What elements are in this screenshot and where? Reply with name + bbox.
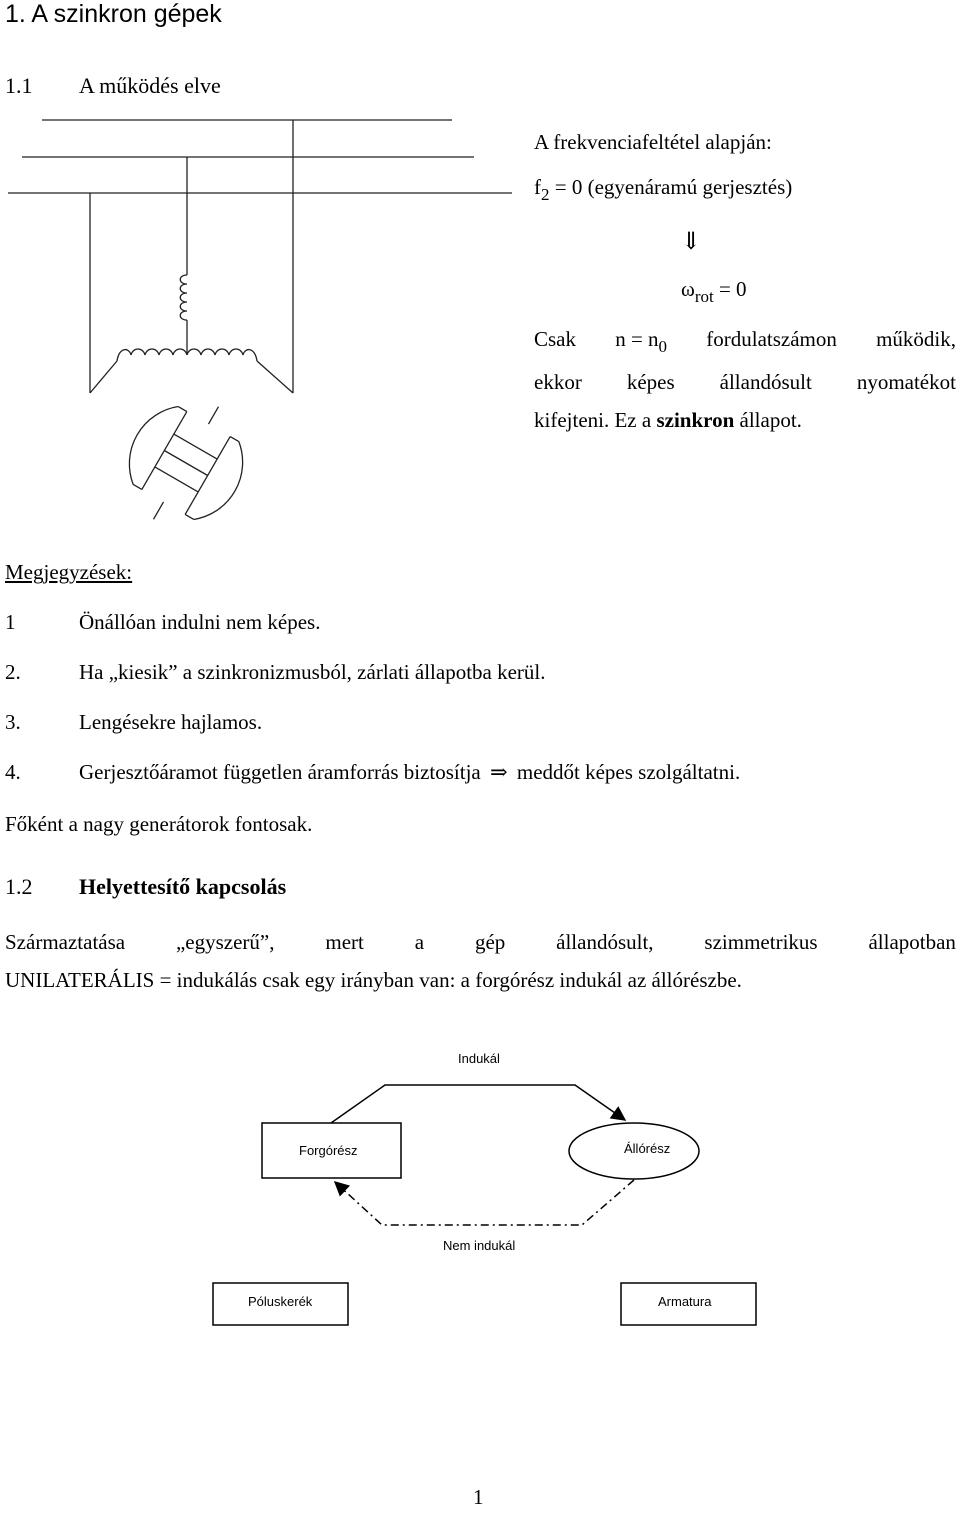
note-text: Önállóan indulni nem képes. [79, 610, 321, 634]
section-title: A működés elve [79, 73, 221, 98]
n-equation-text: n = n [615, 327, 659, 351]
label-not-induces: Nem indukál [443, 1238, 516, 1253]
word: Csak [534, 327, 576, 351]
notes-footer: Főként a nagy generátorok fontosak. [5, 812, 313, 836]
note-text: Gerjesztőáramot független áramforrás biztosítja [79, 760, 481, 784]
f-equation-rest: = 0 (egyenáramú gerjesztés) [549, 175, 793, 199]
word: a [414, 930, 425, 954]
section-number: 1.1 [5, 73, 33, 98]
word: működik, [876, 327, 956, 351]
word: képes [626, 370, 675, 394]
note-number: 3. [5, 710, 21, 734]
omega-subscript: rot [694, 287, 714, 306]
text: állapot. [734, 408, 802, 432]
note-number: 4. [5, 760, 21, 784]
word: állandósult, [556, 930, 654, 954]
note-number: 1 [5, 610, 16, 634]
word: nyomatékot [856, 370, 956, 394]
word: fordulatszámon [706, 327, 837, 351]
note-number: 2. [5, 660, 21, 684]
paragraph-line-2: UNILATERÁLIS = indukálás csak egy irányban van: a forgórész indukál az állórészbe. [5, 968, 742, 992]
label-rotor: Forgórész [299, 1143, 358, 1158]
page-title: 1. A szinkron gépek [5, 0, 222, 28]
principle-intro: A frekvenciafeltétel alapján: [534, 130, 772, 154]
word: gép [474, 930, 506, 954]
f-symbol: f [534, 175, 541, 199]
text: kifejteni. Ez a [534, 408, 657, 432]
note-text: Lengésekre hajlamos. [79, 710, 263, 734]
induces-arrow [331, 1085, 625, 1123]
label-pole-wheel: Póluskerék [248, 1294, 313, 1309]
word: szimmetrikus [704, 930, 818, 954]
omega-equation-rest: = 0 [713, 277, 747, 301]
word: mert [325, 930, 364, 954]
notes-heading: Megjegyzések: [5, 560, 133, 584]
n-subscript: 0 [658, 337, 668, 356]
word: „egyszerű”, [175, 930, 275, 954]
bold-term: szinkron [656, 408, 735, 432]
note-text: Ha „kiesik” a szinkronizmusból, zárlati állapotba kerül. [79, 660, 546, 684]
word: Származtatása [5, 930, 126, 954]
label-stator: Állórész [624, 1141, 671, 1156]
word: állapotban [868, 930, 956, 954]
page-number: 1 [473, 1485, 484, 1509]
section-number: 1.2 [5, 874, 33, 899]
section-title: Helyettesítő kapcsolás [79, 874, 287, 899]
implies-down-arrow: ⇓ [681, 229, 702, 255]
label-armature: Armatura [658, 1294, 712, 1309]
word: állandósult [719, 370, 812, 394]
not-induces-arrow [335, 1180, 634, 1225]
word: ekkor [534, 370, 582, 394]
implies-right-arrow: ⇒ [490, 760, 508, 784]
label-induces: Indukál [458, 1051, 500, 1066]
f-subscript: 2 [541, 185, 550, 204]
omega-symbol: ω [681, 277, 695, 301]
note-text: meddőt képes szolgáltatni. [511, 760, 741, 784]
